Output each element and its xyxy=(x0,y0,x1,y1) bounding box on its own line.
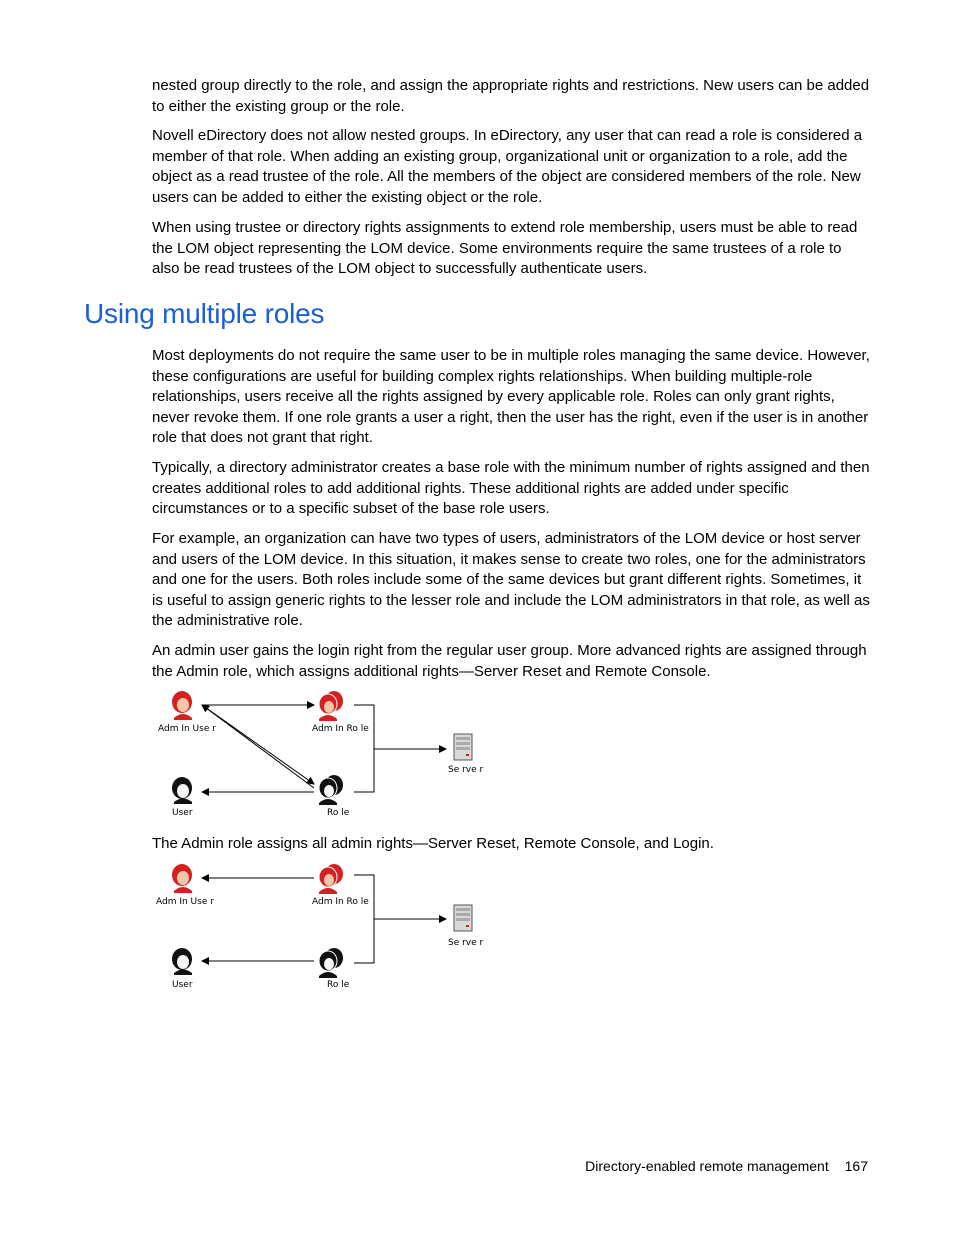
server-icon xyxy=(454,905,472,931)
role-icon xyxy=(319,948,343,978)
server-label: Se rve r xyxy=(448,765,484,775)
footer-chapter: Directory-enabled remote management xyxy=(585,1158,829,1174)
admin-user-icon xyxy=(172,691,192,720)
role-label: Ro le xyxy=(327,808,350,818)
section-paragraph-2: Typically, a directory administrator creates a base role with the minimum number of rights assigned and then creates additional roles to add additional rights. These additional rights are added under specific circumstances or to a specific subset of the base role users. xyxy=(152,459,870,518)
admin-user-icon xyxy=(172,864,192,893)
intro-paragraph-1: nested group directly to the role, and assign the appropriate rights and restrictions. New users can be added to either the existing group or the role. xyxy=(152,77,870,115)
admin-role-label: Adm In Ro le xyxy=(312,897,369,907)
admin-user-label: Adm In Use r xyxy=(156,897,214,907)
roles-bracket xyxy=(354,705,374,792)
admin-user-label: Adm In Use r xyxy=(158,724,216,734)
role-diagram-2 xyxy=(150,861,490,996)
section-paragraph-4: An admin user gains the login right from the regular user group. More advanced rights are assigned through the Admin role, which assigns additional rights—Server Reset and Remote Console. xyxy=(152,642,867,680)
admin-role-label: Adm In Ro le xyxy=(312,724,369,734)
user-icon xyxy=(172,777,192,804)
user-icon xyxy=(172,948,192,975)
intro-paragraph-2: Novell eDirectory does not allow nested groups. In eDirectory, any user that can read a role is considered a member of that role. When adding an existing group, organizational unit or organization to a role, add the object as a read trustee of the role. All the members of the object are considered members of the role. New users can be added to either the existing object or the role. xyxy=(152,127,863,206)
page-number: 167 xyxy=(844,1158,868,1174)
section-heading: Using multiple roles xyxy=(84,298,325,329)
section-paragraph-1: Most deployments do not require the same user to be in multiple roles managing the same device. However, these configurations are useful for building complex rights relationships. When building multiple-role relationships, users receive all the rights assigned by every applicable role. Roles can only grant rights, never revoke them. If one role grants a user a right, then the user has the right, even if the user is in another role that does not grant that right. xyxy=(152,347,870,447)
server-label: Se rve r xyxy=(448,938,484,948)
user-label: User xyxy=(172,808,193,818)
admin-role-icon xyxy=(319,864,343,894)
role-icon xyxy=(319,775,343,805)
role-label: Ro le xyxy=(327,980,350,990)
intro-paragraph-3: When using trustee or directory rights assignments to extend role membership, users must be able to read the LOM object representing the LOM device. Some environments require the same trustees of a role to also be read trustees of the LOM object to successfully authenticate users. xyxy=(152,219,858,278)
admin-user-to-role-arrow xyxy=(202,705,314,784)
server-icon xyxy=(454,734,472,760)
roles-bracket xyxy=(354,875,374,963)
admin-role-icon xyxy=(319,691,343,721)
user-label: User xyxy=(172,980,193,990)
role-diagram-1 xyxy=(150,688,490,823)
section-paragraph-3: For example, an organization can have two types of users, administrators of the LOM device or host server and users of the LOM device. In this situation, it makes sense to create two roles, one for the administrators and one for the users. Both roles include some of the same devices but grant different rights. Sometimes, it is useful to assign generic rights to the lesser role and include the LOM administrators in that role, as well as the administrative role. xyxy=(152,530,870,630)
after-diagram-paragraph: The Admin role assigns all admin rights—Server Reset, Remote Console, and Login. xyxy=(152,835,714,852)
page-footer xyxy=(585,1158,868,1174)
